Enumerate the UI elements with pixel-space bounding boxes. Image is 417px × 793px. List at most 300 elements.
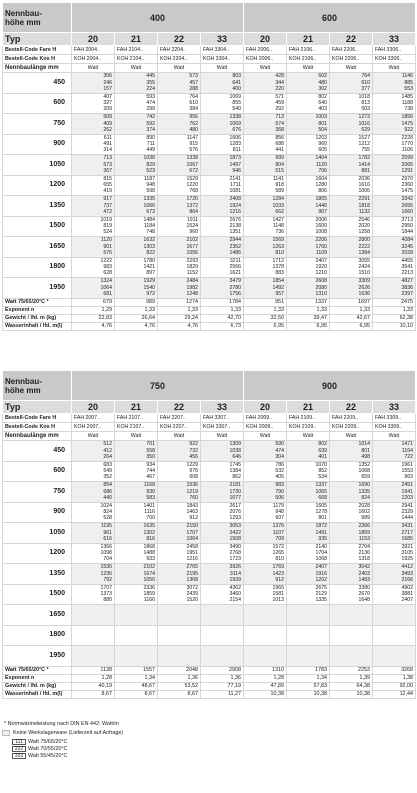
summary-value: 1,34 (115, 674, 158, 682)
watt-cell (330, 278, 373, 299)
watt-cell (330, 543, 373, 564)
watt-value: 1222 (100, 257, 112, 264)
watt-value: 1006 (358, 188, 371, 195)
order-code: FAH 3304.. (201, 46, 244, 55)
watt-value: 583 (146, 494, 155, 501)
watt-value: 2439 (186, 591, 198, 598)
watt-value: 1604 (315, 175, 328, 182)
watt-cell (115, 73, 158, 94)
watt-value: 4362 (229, 584, 242, 591)
summary-label: Watt 75/65/20°C * (3, 666, 72, 674)
watt-value: 264 (103, 453, 112, 460)
watt-value: 1384 (358, 249, 371, 256)
watt-value: 935 (318, 535, 328, 542)
watt-value: 1602 (358, 509, 371, 516)
watt-value: 801 (318, 120, 328, 127)
nominal-length: 1650 (3, 605, 72, 626)
watt-value: 299 (146, 106, 155, 113)
watt-value: 1685 (401, 535, 414, 542)
summary-label: Wasserinhalt / lfd. m(l) (3, 322, 72, 330)
watt-value: 864 (189, 208, 198, 215)
watt-value: 2670 (358, 591, 371, 598)
watt-value: 1636 (358, 290, 371, 297)
watt-value: 681 (103, 290, 112, 297)
order-code: KOH 2004.. (72, 55, 115, 64)
summary-row-1 (3, 674, 416, 682)
watt-value: 792 (103, 576, 112, 583)
order-code: KOH 2207.. (158, 423, 201, 432)
type-row (3, 33, 416, 46)
watt-cell (287, 605, 330, 626)
watt-cell (373, 134, 416, 155)
watt-value: 1216 (186, 556, 198, 563)
watt-value: 1911 (186, 216, 198, 223)
length-row-1500 (3, 216, 416, 237)
watt-value: 2422 (229, 529, 242, 536)
summary-value: 951 (244, 298, 287, 306)
type-21: 21 (115, 33, 158, 46)
watt-cell (373, 216, 416, 237)
watt-value: 1064 (100, 284, 112, 291)
watt-value (203, 638, 241, 644)
watt-value: 2599 (401, 155, 414, 162)
watt-cell (115, 502, 158, 523)
unit-watt: Watt (201, 64, 244, 73)
watt-value: 762 (189, 120, 198, 127)
watt-value: 2407 (315, 257, 328, 264)
summary-value: 8,67 (72, 690, 115, 698)
watt-value: 1132 (358, 208, 371, 215)
type-label: Typ (3, 33, 72, 46)
watt-value: 1632 (143, 237, 155, 244)
nominal-length: 1650 (3, 237, 72, 258)
watt-value: 3245 (401, 243, 414, 250)
watt-value: 350 (146, 453, 155, 460)
watt-cell (373, 625, 416, 646)
summary-value: 92,00 (373, 682, 416, 690)
watt-value: 1335 (315, 597, 328, 604)
watt-value: 1098 (100, 550, 112, 557)
watt-value: 403 (318, 106, 328, 113)
watt-value: 1520 (186, 597, 198, 604)
watt-value: 1872 (315, 523, 328, 530)
watt-value: 1471 (401, 441, 414, 448)
watt-value: 3926 (229, 564, 242, 571)
watt-cell (373, 237, 416, 258)
nominal-length: 750 (3, 482, 72, 503)
nominal-length: 1350 (3, 564, 72, 585)
watt-cell (72, 175, 115, 196)
length-row-900 (3, 502, 416, 523)
watt-value: 1120 (100, 237, 112, 244)
type-row (3, 401, 416, 414)
watt-value: 220 (275, 85, 285, 92)
watt-value: 3072 (186, 584, 198, 591)
watt-value: 738 (404, 106, 414, 113)
watt-value: 4084 (401, 237, 414, 244)
summary-value: 12,44 (373, 690, 416, 698)
watt-value: 1635 (143, 523, 155, 530)
unit-watt: Watt (287, 64, 330, 73)
watt-value: 1070 (315, 461, 328, 468)
watt-value: 2329 (401, 509, 414, 516)
watt-value: 503 (361, 106, 371, 113)
watt-value: 1444 (401, 515, 414, 522)
summary-value: 1,33 (330, 306, 373, 314)
watt-cell (287, 461, 330, 482)
watt-value: 1212 (358, 141, 371, 148)
watt-cell (158, 257, 201, 278)
watt-value: 639 (318, 447, 328, 454)
watt-value: 883 (275, 270, 285, 277)
watt-value: 1916 (315, 570, 328, 577)
watt-value (332, 659, 370, 665)
watt-value: 288 (189, 85, 198, 92)
watt-value: 4902 (401, 584, 414, 591)
watt-cell (115, 93, 158, 114)
watt-value: 1166 (143, 597, 155, 604)
watt-value: 786 (275, 461, 285, 468)
watt-cell (72, 523, 115, 544)
type-20: 20 (72, 33, 115, 46)
order-code: KOH 2104.. (115, 55, 158, 64)
watt-value: 1016 (358, 120, 371, 127)
watt-value: 540 (232, 106, 242, 113)
watt-value: 2293 (186, 257, 198, 264)
watt-cell (201, 646, 244, 667)
watt-value: 1780 (143, 257, 155, 264)
watt-value: 1220 (186, 182, 198, 189)
watt-cell (373, 114, 416, 135)
watt-value: 2102 (143, 564, 155, 571)
watt-cell (72, 278, 115, 299)
watt-value: 498 (361, 453, 371, 460)
watt-value: 2566 (229, 264, 242, 271)
watt-value: 1024 (100, 502, 112, 509)
watt-value: 1216 (229, 208, 242, 215)
watt-value: 744 (146, 468, 155, 475)
watt-cell (201, 564, 244, 585)
watt-cell (201, 461, 244, 482)
watt-value: 1925 (401, 556, 414, 563)
watt-cell (201, 196, 244, 217)
watt-cell (72, 564, 115, 585)
summary-label: Watt 75/65/20°C * (3, 298, 72, 306)
watt-cell (158, 155, 201, 176)
watt-value: 1284 (272, 196, 285, 203)
watt-value: 700 (146, 515, 155, 522)
watt-value: 1483 (358, 576, 371, 583)
summary-value: 6,95 (287, 322, 330, 330)
watt-value: 918 (275, 182, 285, 189)
type-21: 21 (287, 401, 330, 414)
watt-value: 1961 (401, 461, 414, 468)
order-code-row-fare (3, 46, 416, 55)
watt-value: 1730 (229, 488, 242, 495)
summary-value: 39,47 (287, 314, 330, 322)
watt-value: 948 (275, 509, 285, 516)
watt-value: 1951 (186, 550, 198, 557)
watt-value: 881 (361, 167, 371, 174)
watt-value: 1067 (186, 161, 198, 168)
watt-value: 610 (361, 79, 371, 86)
stock-note (2, 729, 415, 737)
watt-value: 1210 (315, 270, 328, 277)
watt-cell (330, 564, 373, 585)
watt-cell (287, 257, 330, 278)
watt-cell (373, 502, 416, 523)
watt-value: 1366 (100, 543, 112, 550)
watt-cell (330, 482, 373, 503)
watt-value: 790 (275, 488, 285, 495)
watt-cell (373, 175, 416, 196)
watt-value: 2407 (401, 597, 414, 604)
summary-value: 1,34 (287, 674, 330, 682)
nominal-length: 1950 (3, 646, 72, 667)
watt-value: 1195 (100, 523, 112, 530)
watt-value: 574 (275, 120, 285, 127)
summary-value: 4,76 (115, 322, 158, 330)
watt-value: 344 (275, 79, 285, 86)
type-22: 22 (158, 401, 201, 414)
watt-value: 801 (361, 447, 371, 454)
watt-cell (244, 237, 287, 258)
watt-cell (373, 155, 416, 176)
watt-value: 302 (318, 85, 328, 92)
watt-value: 1008 (315, 229, 328, 236)
watt-cell (244, 278, 287, 299)
watt-value: 2006 (315, 216, 328, 223)
watt-value: 2944 (229, 237, 242, 244)
order-code: FAH 3306.. (373, 46, 416, 55)
watt-value: 1324 (100, 278, 112, 285)
watt-value: 960 (318, 141, 328, 148)
order-code: FAH 2206.. (330, 46, 373, 55)
watt-value: 1427 (272, 216, 285, 223)
unit-watt: Watt (158, 64, 201, 73)
watt-value: 676 (232, 126, 242, 133)
watt-value: 1303 (143, 243, 155, 250)
watt-value: 813 (361, 100, 371, 107)
watt-cell (115, 543, 158, 564)
watt-value: 3836 (401, 284, 414, 291)
watt-value: 1153 (358, 535, 371, 542)
order-code: KOH 2209.. (330, 423, 373, 432)
watt-value: 2195 (186, 570, 198, 577)
watt-value: 854 (103, 482, 112, 489)
watt-value: 598 (146, 188, 155, 195)
watt-cell (72, 155, 115, 176)
watt-value (332, 618, 370, 624)
watt-cell (244, 482, 287, 503)
watt-value: 2154 (229, 597, 242, 604)
value-key-2 (12, 745, 415, 752)
watt-cell (115, 196, 158, 217)
watt-value: 491 (103, 141, 112, 148)
nominal-length: 1050 (3, 523, 72, 544)
watt-value: 571 (275, 93, 285, 100)
order-code: KOH 3306.. (373, 55, 416, 64)
unit-watt: Watt (330, 432, 373, 441)
watt-value: 467 (146, 474, 155, 481)
watt-value: 401 (318, 453, 328, 460)
watt-value: 1965 (272, 584, 285, 591)
watt-value: 573 (103, 161, 112, 168)
watt-cell (201, 216, 244, 237)
summary-value: 57,83 (287, 682, 330, 690)
watt-value: 804 (275, 161, 285, 168)
value-key (12, 738, 415, 759)
watt-value: 209 (103, 106, 112, 113)
watt-value: 976 (189, 468, 198, 475)
watt-value: 890 (146, 134, 155, 141)
height-header-row (3, 371, 416, 401)
watt-value: 1338 (229, 114, 242, 121)
watt-value: 355 (146, 79, 155, 86)
watt-cell (201, 175, 244, 196)
watt-value: 440 (103, 494, 112, 501)
watt-value: 445 (146, 73, 155, 80)
watt-cell (158, 114, 201, 135)
watt-value: 3053 (229, 523, 242, 530)
watt-cell (72, 114, 115, 135)
watt-value: 1368 (186, 576, 198, 583)
summary-value: 1783 (287, 666, 330, 674)
watt-cell (72, 441, 115, 462)
watt-cell (244, 175, 287, 196)
order-code: KOH 2107.. (115, 423, 158, 432)
watt-cell (330, 196, 373, 217)
watt-value: 1248 (186, 290, 198, 297)
watt-value (375, 659, 413, 665)
watt-value: 2765 (186, 564, 198, 571)
watt-value: 459 (275, 100, 285, 107)
watt-cell (115, 461, 158, 482)
watt-cell (330, 461, 373, 482)
watt-value: 1510 (358, 270, 371, 277)
watt-value: 1485 (401, 93, 414, 100)
watt-value: 922 (189, 441, 198, 448)
watt-value: 1805 (315, 196, 328, 203)
order-code-label: Bestell-Code Kos H (3, 423, 72, 432)
summary-value: 10,10 (373, 322, 416, 330)
summary-value: 1,29 (72, 306, 115, 314)
watt-value: 1536 (186, 482, 198, 489)
watt-cell (201, 114, 244, 135)
length-row-1800 (3, 257, 416, 278)
watt-value: 1003 (315, 114, 328, 121)
watt-value: 368 (275, 126, 285, 133)
watt-cell (287, 237, 330, 258)
watt-value: 1203 (315, 134, 328, 141)
watt-cell (115, 155, 158, 176)
watt-value: 576 (103, 249, 112, 256)
watt-value: 802 (318, 441, 328, 448)
watt-value: 1677 (186, 243, 198, 250)
watt-value: 1229 (186, 461, 198, 468)
order-code: KOH 2106.. (287, 55, 330, 64)
watt-value: 246 (103, 79, 112, 86)
watt-value: 1065 (315, 488, 328, 495)
watt-value: 1018 (358, 93, 371, 100)
type-20: 20 (244, 33, 287, 46)
watt-cell (287, 196, 330, 217)
watt-value: 602 (318, 73, 328, 80)
watt-value: 3105 (401, 550, 414, 557)
watt-value: 922 (404, 126, 414, 133)
watt-value: 1014 (358, 441, 371, 448)
watt-cell (201, 93, 244, 114)
watt-value: 983 (103, 264, 112, 271)
watt-value: 2213 (401, 270, 414, 277)
watt-value: 983 (275, 482, 285, 489)
watt-value: 824 (103, 509, 112, 516)
order-code: KOH 3307.. (201, 423, 244, 432)
watt-value: 713 (275, 114, 285, 121)
watt-value: 2408 (229, 196, 242, 203)
watt-value: 748 (146, 229, 155, 236)
watt-value: 2366 (358, 523, 371, 530)
unit-watt: Watt (244, 64, 287, 73)
watt-cell (115, 175, 158, 196)
watt-value: 1745 (229, 461, 242, 468)
watt-value: 3493 (401, 570, 414, 577)
watt-value: 810 (275, 249, 285, 256)
watt-value: 509 (103, 114, 112, 121)
watt-value: 2655 (401, 202, 414, 209)
watt-cell (115, 646, 158, 667)
length-row-450 (3, 441, 416, 462)
watt-value: 524 (103, 229, 112, 236)
watt-value: 1939 (229, 576, 242, 583)
watt-value: 523 (146, 167, 155, 174)
nominal-length: 1500 (3, 216, 72, 237)
order-code: KOH 3304.. (201, 55, 244, 64)
watt-value: 1854 (272, 278, 285, 285)
watt-cell (158, 605, 201, 626)
watt-value: 1050 (143, 576, 155, 583)
watt-value: 1712 (272, 257, 285, 264)
watt-value: 1581 (272, 591, 285, 598)
watt-value: 629 (361, 126, 371, 133)
summary-value: 6,73 (201, 322, 244, 330)
watt-value: 2076 (229, 509, 242, 516)
watt-value: 2129 (315, 591, 328, 598)
order-code: KOH 2206.. (330, 55, 373, 64)
nominal-length: 450 (3, 441, 72, 462)
nominal-height-900: 900 (244, 371, 416, 401)
watt-value: 2336 (143, 584, 155, 591)
nominal-height-400: 400 (72, 3, 244, 33)
watt-value: 701 (146, 441, 155, 448)
watt-value: 1187 (143, 175, 155, 182)
watt-value: 1929 (143, 278, 155, 285)
summary-value: 679 (72, 298, 115, 306)
watt-cell (287, 482, 330, 503)
watt-value: 737 (103, 202, 112, 209)
watt-value: 590 (275, 441, 285, 448)
length-row-900 (3, 134, 416, 155)
watt-value: 1463 (186, 509, 198, 516)
order-code-label: Bestell-Code Kos H (3, 55, 72, 64)
watt-value: 1066 (143, 202, 155, 209)
watt-cell (72, 134, 115, 155)
summary-label: Wasserinhalt / lfd. m(l) (3, 690, 72, 698)
order-code: FAH 2204.. (158, 46, 201, 55)
order-code-label: Bestell-Code Fare H (3, 414, 72, 423)
watt-value: 1372 (186, 202, 198, 209)
watt-value: 662 (275, 208, 285, 215)
